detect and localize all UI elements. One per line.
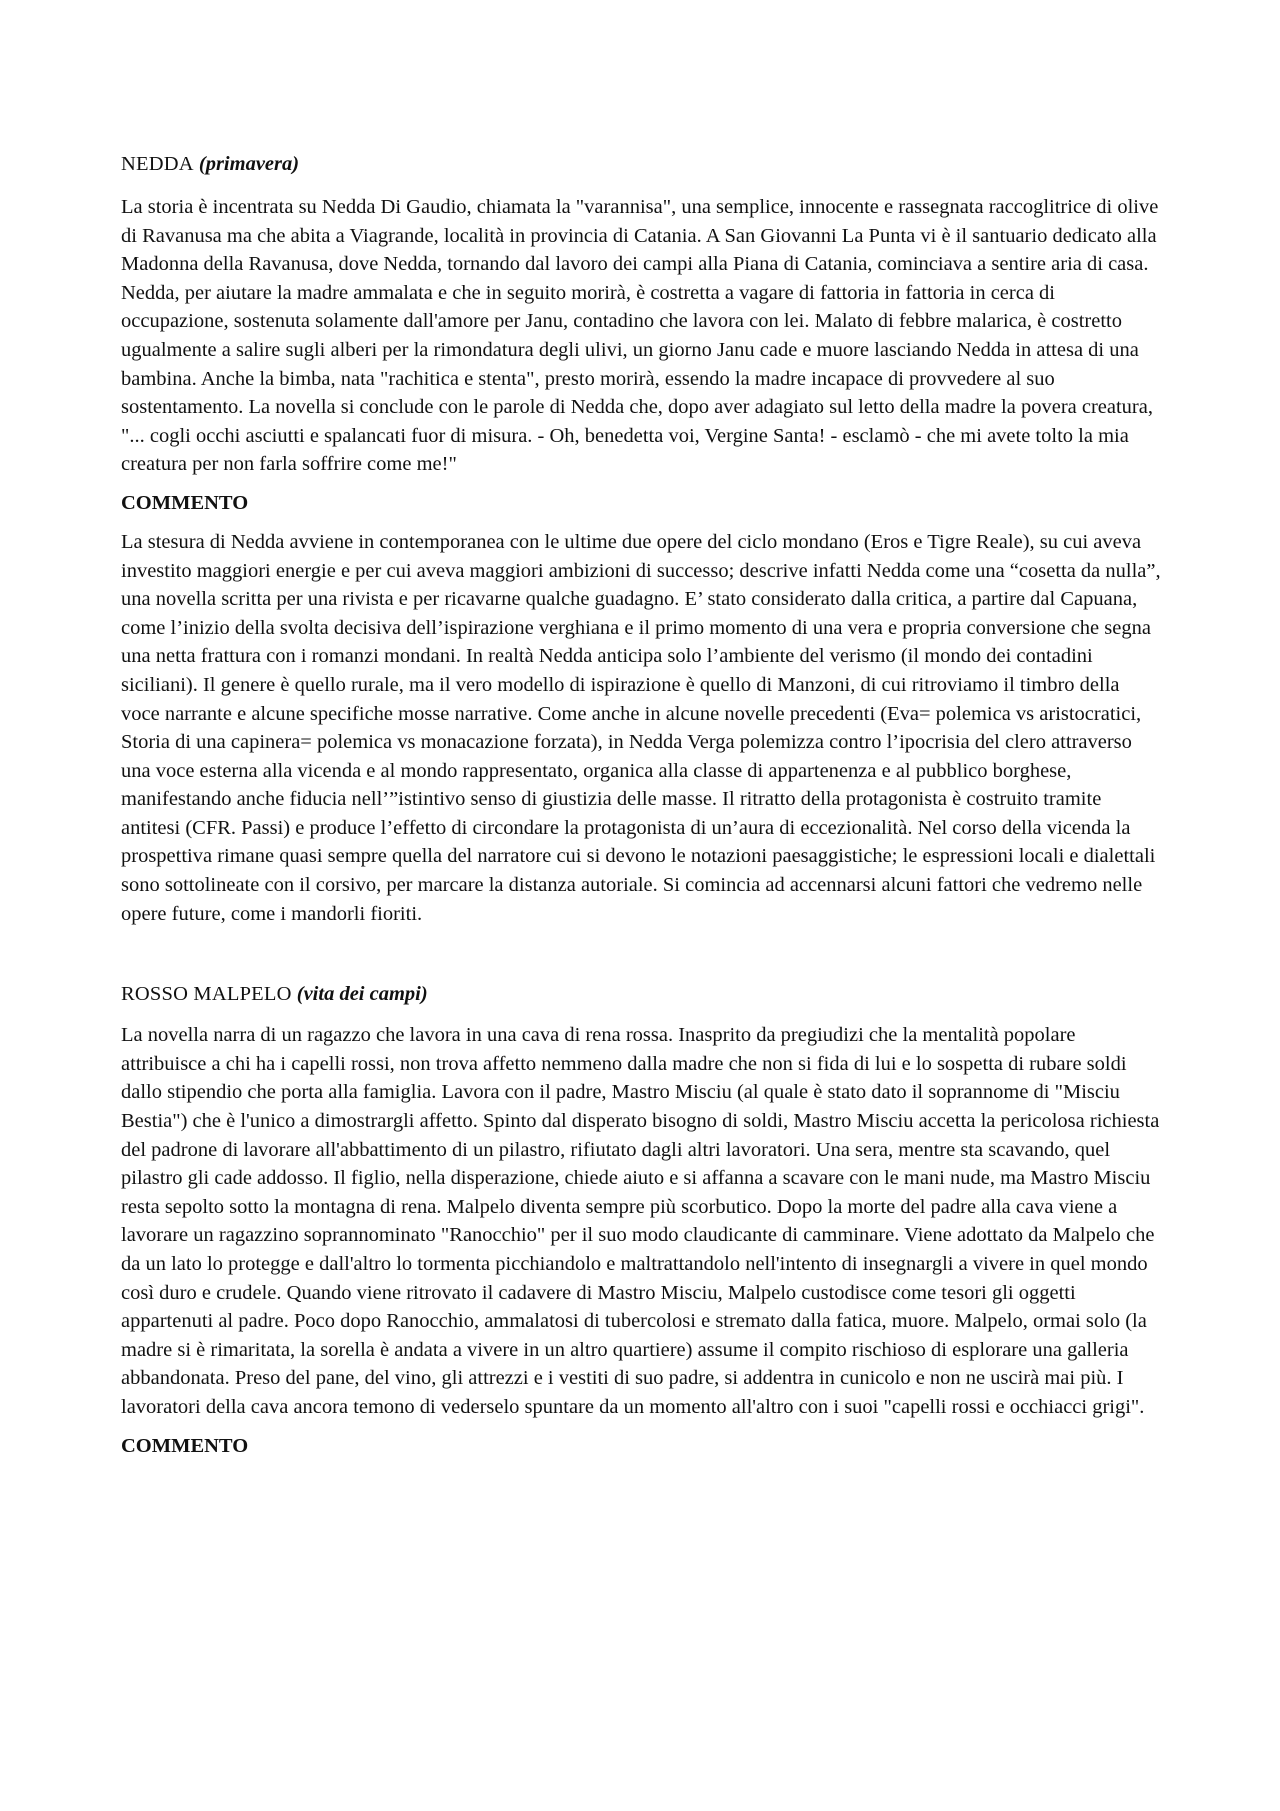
- nedda-summary-paragraph: La storia è incentrata su Nedda Di Gaudio, chiamata la "varannisa", una semplice, innocente e rassegnata raccoglitrice di olive di Ravanusa ma che abita a Viagrande, località in provincia di Catania. A San Giovanni La Punta vi è il santuario dedicato alla Madonna della Ravanusa, dove Nedda, tornando dal lavoro dei campi alla Piana di Catania, cominciava a sentire aria di casa. Nedda, per aiutare la madre ammalata e che in seguito morirà, è costretta a vagare di fattoria in fattoria in cerca di occupazione, sostenuta solamente dall'amore per Janu, contadino che lavora con lei. Malato di febbre malarica, è costretto ugualmente a salire sugli alberi per la rimondatura degli ulivi, un giorno Janu cade e muore lasciando Nedda in attesa di una bambina. Anche la bimba, nata "rachitica e stenta", presto morirà, essendo la madre incapace di provvedere al suo sostentamento. La novella si conclude con le parole di Nedda che, dopo aver adagiato sul letto della madre la povera creatura, "... cogli occhi asciutti e spalancati fuor di misura. - Oh, benedetta voi, Vergine Santa! - esclamò - che mi avete tolto la mia creatura per non farla soffrire come me!": [121, 196, 1159, 476]
- section-title: ROSSO MALPELO: [121, 983, 292, 1006]
- rosso-malpelo-summary-paragraph: La novella narra di un ragazzo che lavora in una cava di rena rossa. Inasprito da pregiudizi che la mentalità popolare attribuisce a chi ha i capelli rossi, non trova affetto nemmeno dalla madre che non si fida di lui e lo sospetta di rubare soldi dallo stipendio che porta alla famiglia. Lavora con il padre, Mastro Misciu (al quale è stato dato il soprannome di "Misciu Bestia") che è l'unico a dimostrargli affetto. Spinto dal disperato bisogno di soldi, Mastro Misciu accetta la pericolosa richiesta del padrone di lavorare all'abbattimento di un pilastro, rifiutato dagli altri lavoratori. Una sera, mentre sta scavando, quel pilastro gli cade addosso. Il figlio, nella disperazione, chiede aiuto e si affanna a scavare con le mani nude, ma Mastro Misciu resta sepolto sotto la montagna di rena. Malpelo diventa sempre più scorbutico. Dopo la morte del padre alla cava viene a lavorare un ragazzino soprannominato "Ranocchio" per il suo modo claudicante di camminare. Viene adottato da Malpelo che da un lato lo protegge e dall'altro lo tormenta picchiandolo e maltrattandolo nell'intento di insegnargli a vivere in quel mondo così duro e crudele. Quando viene ritrovato il cadavere di Mastro Misciu, Malpelo custodisce come tesori gli oggetti appartenuti al padre. Poco dopo Ranocchio, ammalatosi di tubercolosi e stremato dalla fatica, muore. Malpelo, ormai solo (la madre si è rimaritata, la sorella è andata a vivere in un altro quartiere) assume il compito rischioso di esplorare una galleria abbandonata. Preso del pane, del vino, gli attrezzi e i vestiti di suo padre, si addentra in cunicolo e non ne uscirà mai più. I lavoratori della cava ancora temono di vederselo spuntare da un momento all'altro con i suoi "capelli rossi e occhiacci grigi".: [121, 1024, 1160, 1418]
- section-heading-nedda: [121, 150, 1161, 179]
- section-subtitle: (vita dei campi): [296, 983, 428, 1006]
- section-heading-rosso-malpelo: [121, 980, 1161, 1009]
- section-subtitle: (primavera): [198, 153, 300, 175]
- comment-heading-nedda: COMMENTO: [121, 491, 249, 514]
- document-page: [121, 150, 1161, 1461]
- section-title: NEDDA: [121, 153, 194, 175]
- comment-heading-rosso-malpelo: COMMENTO: [121, 1434, 249, 1457]
- nedda-comment-paragraph: La stesura di Nedda avviene in contemporanea con le ultime due opere del ciclo mondano (Eros e Tigre Reale), su cui aveva investito maggiori energie e per cui aveva maggiori ambizioni di successo; descrive infatti Nedda come una “cosetta da nulla”, una novella scritta per una rivista e per ricavarne qualche guadagno. E’ stato considerato dalla critica, a partire dal Capuana, come l’inizio della svolta decisiva dell’ispirazione verghiana e il primo momento di una vera e propria conversione che segna una netta frattura con i romanzi mondani. In realtà Nedda anticipa solo l’ambiente del verismo (il mondo dei contadini siciliani). Il genere è quello rurale, ma il vero modello di ispirazione è quello di Manzoni, di cui ritroviamo il timbro della voce narrante e alcune specifiche mosse narrative. Come anche in alcune novelle precedenti (Eva= polemica vs aristocratici, Storia di una capinera= polemica vs monacazione forzata), in Nedda Verga polemizza contro l’ipocrisia del clero attraverso una voce esterna alla vicenda e al mondo rappresentato, organica alla classe di appartenenza e al pubblico borghese, manifestando anche fiducia nell’”istintivo senso di giustizia delle masse. Il ritratto della protagonista è costruito tramite antitesi (CFR. Passi) e produce l’effetto di circondare la protagonista di un’aura di eccezionalità. Nel corso della vicenda la prospettiva rimane quasi sempre quella del narratore cui si devono le notazioni paesaggistiche; le espressioni locali e dialettali sono sottolineate con il corsivo, per marcare la distanza autoriale. Si comincia ad accennarsi alcuni fattori che vedremo nelle opere future, come i mandorli fioriti.: [121, 530, 1161, 925]
